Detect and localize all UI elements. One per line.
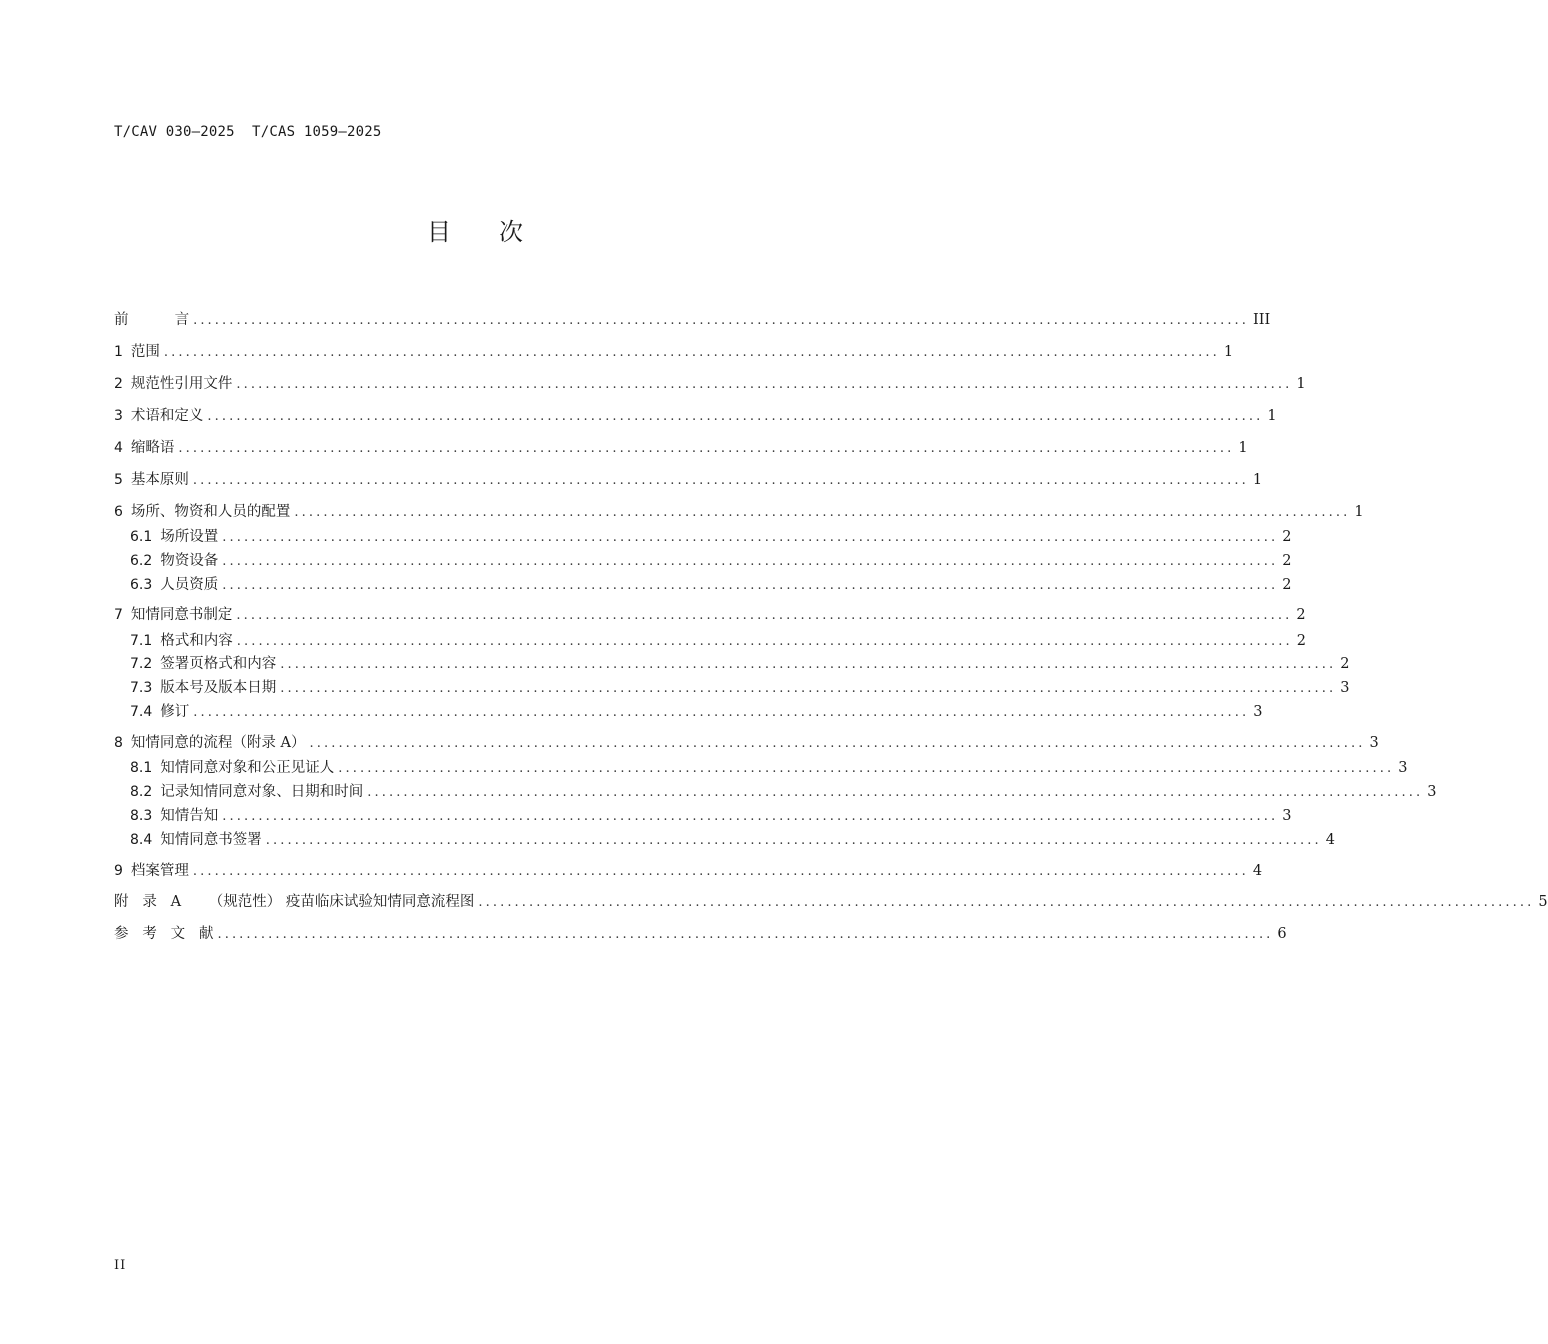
toc-entry-label: 记录知情同意对象、日期和时间: [160, 784, 364, 800]
toc-entry-page: 2: [1296, 633, 1306, 649]
toc-entry-number: 8: [114, 735, 123, 751]
toc-entry-label: 物资设备: [160, 553, 219, 569]
toc-entry-label: 前 言: [114, 312, 190, 328]
toc-entry-number: 4: [114, 440, 123, 456]
toc-leader-dots: ..................................................................................................................................................: [236, 634, 1293, 649]
toc-entry-label: 知情同意对象和公正见证人: [160, 760, 335, 776]
toc-leader-dots: ..................................................................................................................................................: [222, 578, 1279, 593]
toc-entry-page: 5: [1538, 894, 1548, 910]
toc-leader-dots: ..................................................................................................................................................: [222, 554, 1279, 569]
toc-entry-page: 6: [1277, 926, 1287, 942]
toc-entry-page: 1: [1296, 376, 1306, 392]
toc-entry-number: 6.2: [130, 553, 153, 569]
toc-entry-label: 规范性引用文件: [130, 376, 233, 392]
toc-leader-dots: ..................................................................................................................................................: [193, 313, 1250, 328]
toc-entry-page: 1: [1267, 408, 1277, 424]
toc-entry-number: 7: [114, 607, 123, 623]
toc-leader-dots: ..................................................................................................................................................: [265, 833, 1322, 848]
toc-entry-number: 9: [114, 863, 123, 879]
toc-entry-6[interactable]: [114, 502, 1364, 522]
toc-entry-label: 参 考 文 献: [114, 926, 214, 942]
toc-leader-dots: ..................................................................................................................................................: [192, 473, 1249, 488]
toc-entry-label: 缩略语: [130, 440, 175, 456]
toc-entry-number: 6.3: [130, 577, 153, 593]
toc-title-char-1: 目: [427, 218, 451, 246]
toc-entry-5[interactable]: [114, 470, 1263, 490]
toc-entry-page: 3: [1340, 680, 1350, 696]
toc-entry-number: 6: [114, 504, 123, 520]
toc-entry-page: 1: [1238, 440, 1248, 456]
toc-entry-number: 8.2: [130, 784, 153, 800]
toc-entry-page: 3: [1253, 704, 1263, 720]
standard-code: T/CAV 030—2025 T/CAS 1059—2025: [114, 124, 382, 140]
toc-leader-dots: ..................................................................................................................................................: [193, 705, 1250, 720]
toc-leader-dots: ..................................................................................................................................................: [338, 761, 1395, 776]
toc-leader-dots: ..................................................................................................................................................: [367, 785, 1424, 800]
toc-entry-page: 3: [1398, 760, 1408, 776]
toc-leader-dots: ..................................................................................................................................................: [280, 681, 1337, 696]
toc-entry-label: 场所、物资和人员的配置: [130, 504, 291, 520]
toc-entry-number: 3: [114, 408, 123, 424]
toc-entry-label: 签署页格式和内容: [160, 656, 277, 672]
toc-entry-2[interactable]: [114, 374, 1306, 394]
toc-entry-number: 8.1: [130, 760, 153, 776]
toc-entry-page: 4: [1252, 863, 1263, 879]
toc-entry-page: 1: [1354, 504, 1364, 520]
toc-title-char-2: 次: [499, 218, 523, 246]
toc-entry-number: 6.1: [130, 529, 153, 545]
toc-entry-page: 2: [1340, 656, 1350, 672]
toc-leader-dots: ..................................................................................................................................................: [207, 409, 1264, 424]
toc-leader-dots: ..................................................................................................................................................: [222, 530, 1279, 545]
toc-entry-number: 2: [114, 376, 123, 392]
toc-entry-number: 7.4: [130, 704, 153, 720]
toc-entry-number: 7.3: [130, 680, 153, 696]
toc-leader-dots: ..................................................................................................................................................: [236, 608, 1293, 623]
toc-entry-label: 知情同意书签署: [160, 832, 262, 848]
toc-leader-dots: ..................................................................................................................................................: [178, 441, 1235, 456]
toc-entry-page: 2: [1282, 529, 1292, 545]
toc-entry-3[interactable]: [114, 406, 1277, 426]
toc-entry-label: 知情告知: [160, 808, 219, 824]
toc-entry-label: 范围: [130, 344, 160, 360]
toc-entry-label: 格式和内容: [160, 633, 233, 649]
toc-entry-label: 知情同意书制定: [130, 607, 233, 623]
toc-entry-number: 7.1: [130, 633, 153, 649]
toc-entry-number: 8.3: [130, 808, 153, 824]
toc-entry-label: 档案管理: [130, 863, 189, 879]
toc-entry-label: 术语和定义: [130, 408, 204, 424]
toc-entry-6-3[interactable]: [130, 575, 1292, 595]
toc-entry-number: 1: [114, 344, 123, 360]
toc-entry-7-2[interactable]: [130, 654, 1350, 674]
toc-entry-7-3[interactable]: [130, 678, 1350, 698]
toc-entry-label: 附 录 A （规范性） 疫苗临床试验知情同意流程图: [114, 894, 475, 910]
toc-entry-appendix-a[interactable]: [114, 892, 1548, 912]
toc-leader-dots: ..................................................................................................................................................: [294, 505, 1351, 520]
toc-entry-page: 2: [1282, 577, 1292, 593]
toc-entry-page: 4: [1325, 832, 1335, 848]
toc-entry-label: 版本号及版本日期: [160, 680, 277, 696]
toc-leader-dots: ..................................................................................................................................................: [163, 345, 1220, 360]
toc-entry-page: 1: [1252, 472, 1263, 488]
toc-entry-page: 3: [1369, 735, 1379, 751]
toc-entry-page: 3: [1427, 784, 1437, 800]
toc-entry-7-4[interactable]: [130, 702, 1263, 722]
table-of-contents: [114, 0, 1548, 1344]
toc-entry-page: 2: [1282, 553, 1292, 569]
toc-entry-references[interactable]: [114, 924, 1287, 944]
toc-entry-7[interactable]: [114, 605, 1306, 625]
toc-entry-4[interactable]: [114, 438, 1248, 458]
toc-entry-9[interactable]: [114, 861, 1263, 881]
toc-entry-label: 人员资质: [160, 577, 219, 593]
toc-leader-dots: ..................................................................................................................................................: [309, 736, 1366, 751]
toc-entry-number: 7.2: [130, 656, 153, 672]
toc-leader-dots: ..................................................................................................................................................: [478, 895, 1535, 910]
toc-entry-number: 8.4: [130, 832, 153, 848]
toc-entry-7-1[interactable]: [130, 631, 1306, 651]
toc-entry-foreword[interactable]: [114, 310, 1271, 330]
toc-leader-dots: ..................................................................................................................................................: [192, 864, 1249, 879]
toc-entry-page: 2: [1296, 607, 1306, 623]
toc-leader-dots: ..................................................................................................................................................: [236, 377, 1293, 392]
toc-entry-8-2[interactable]: [130, 782, 1437, 802]
toc-entry-8-4[interactable]: [130, 830, 1335, 850]
toc-entry-label: 知情同意的流程（附录 A）: [130, 735, 306, 751]
toc-entry-page: 3: [1282, 808, 1292, 824]
toc-entry-8[interactable]: [114, 733, 1379, 753]
page-number: II: [114, 1258, 127, 1273]
toc-leader-dots: ..................................................................................................................................................: [222, 809, 1279, 824]
toc-entry-6-1[interactable]: [130, 527, 1292, 547]
toc-entry-number: 5: [114, 472, 123, 488]
toc-entry-page: 1: [1223, 344, 1234, 360]
toc-entry-8-3[interactable]: [130, 806, 1292, 826]
toc-entry-label: 场所设置: [160, 529, 219, 545]
toc-leader-dots: ..................................................................................................................................................: [217, 927, 1274, 942]
toc-entry-6-2[interactable]: [130, 551, 1292, 571]
toc-leader-dots: ..................................................................................................................................................: [280, 657, 1337, 672]
toc-entry-label: 基本原则: [130, 472, 189, 488]
toc-entry-label: 修订: [160, 704, 190, 720]
toc-entry-8-1[interactable]: [130, 758, 1408, 778]
toc-entry-page: III: [1253, 312, 1271, 328]
toc-entry-1[interactable]: [114, 342, 1234, 362]
